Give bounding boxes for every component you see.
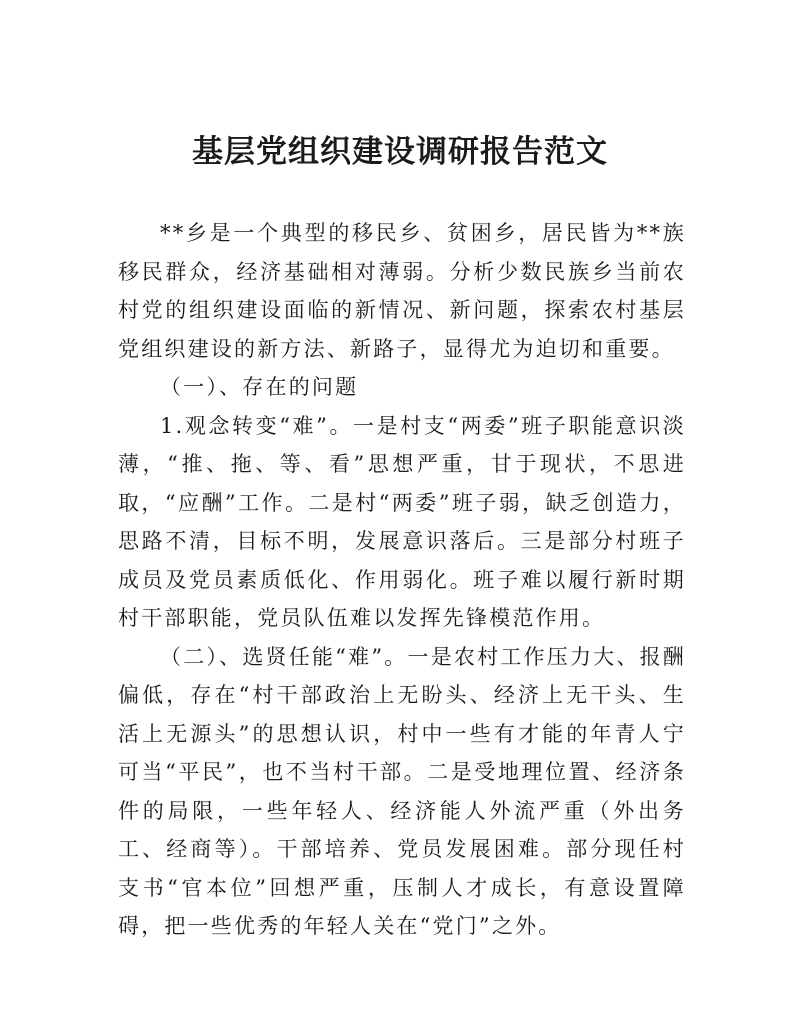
point-2-paragraph: （二）、选贤任能“难”。一是农村工作压力大、报酬偏低，存在“村干部政治上无盼头、经济上无干头、生活上无源头”的思想认识，村中一些有才能的年青人宁可当“平民”，也不当村干部。二是受地理位置、经济条件的局限，一些年轻人、经济能人外流严重（外出务工、经商等）。干部培养、党员发展困难。部分现任村支书“官本位”回想严重，压制人才成长，有意设置障碍，把一些优秀的年轻人关在“党门”之外。	[118, 644, 686, 938]
point-1-paragraph: 1.观念转变“难”。一是村支“两委”班子职能意识淡薄，“推、拖、等、看”思想严重，甘于现状，不思进取，“应酬”工作。二是村“两委”班子弱，缺乏创造力，思路不清，目标不明，发展意识落后。三是部分村班子成员及党员素质低化、作用弱化。班子难以履行新时期村干部职能，党员队伍难以发挥先锋模范作用。	[118, 413, 686, 630]
document-body	[118, 214, 686, 946]
document-title: 基层党组织建设调研报告范文	[192, 134, 608, 170]
section-heading-problems: （一）、存在的问题	[160, 375, 359, 399]
intro-paragraph: **乡是一个典型的移民乡、贫困乡，居民皆为**族移民群众，经济基础相对薄弱。分析少数民族乡当前农村党的组织建设面临的新情况、新问题，探索农村基层党组织建设的新方法、新路子，显得尤为迫切和重要。	[118, 221, 686, 361]
